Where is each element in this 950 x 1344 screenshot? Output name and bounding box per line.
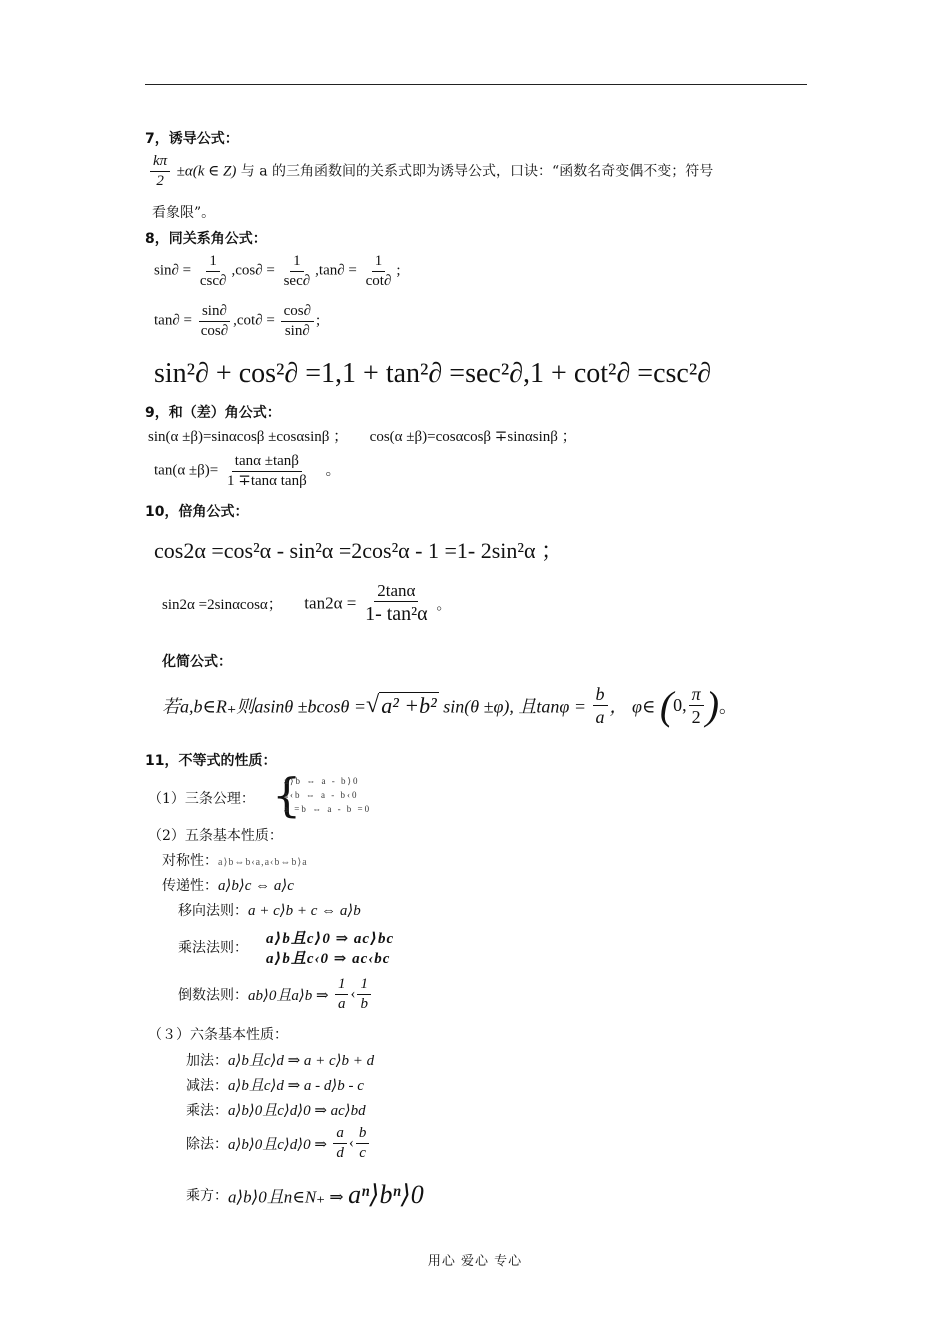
sec10-cos2-line: cos2α =cos²α - sin²α =2cos²α - 1 =1- 2sin²α ； — [154, 538, 564, 563]
axioms-brace: { — [272, 768, 302, 822]
simplify-range: ， φ∈ — [609, 696, 656, 717]
sec8-row-2 — [154, 302, 320, 341]
add-label: 加法： — [186, 1053, 228, 1069]
sec9-tan-line — [154, 452, 340, 491]
sec9-sin-sum: sin(α ±β)=sinαcosβ ±cosαsinβ ； — [148, 429, 349, 445]
sec8-r1-c-den: cot∂ — [365, 272, 392, 289]
sec9-tan-den: 1 ∓tanα tanβ — [227, 472, 307, 489]
sec8-r1-end: ; — [396, 262, 401, 279]
sec11-five-label: （2）五条基本性质： — [148, 828, 283, 844]
div-den-1: d — [336, 1144, 344, 1161]
symmetry-line — [162, 850, 308, 870]
sec10-sin-tan-line — [162, 580, 451, 627]
sub-line — [186, 1074, 364, 1095]
sec8-r1-a-den: csc∂ — [199, 272, 227, 289]
axiom-2: a‹b ⇔ a - b‹0 — [284, 790, 359, 800]
sec11-six-label: （３）六条基本性质： — [148, 1027, 288, 1043]
sec8-r2-a-num: sin∂ — [199, 302, 230, 322]
pow-right: aⁿ⟩bⁿ⟩0 — [348, 1180, 424, 1209]
simplify-left: 若a,b∈R₊则asinθ ±bcosθ = — [162, 696, 367, 717]
sec7-title: 7，诱导公式： — [145, 131, 239, 147]
pow-left: a⟩b⟩0且n∈N₊ ⇒ — [228, 1187, 344, 1207]
sec8-r1-b-den: sec∂ — [283, 272, 311, 289]
simplify-formula: 若a,b∈R₊则asinθ ±bcosθ =√a² +b² sin(θ ±φ), 且tanφ = $\frac{b}{a}$ ， φ∈ (0, $\frac{\pi}{2}$ )。 — [162, 683, 738, 728]
sec8-row-3: sin²∂ + cos²∂ =1,1 + tan²∂ =sec²∂,1 + cot²∂ =csc²∂ — [154, 358, 712, 389]
sec8-r1-a-left: sin∂ = — [154, 262, 192, 279]
simplify-sqrt: a² +b² — [381, 693, 437, 718]
sec7-text-1: 与 a 的三角函数间的关系式即为诱导公式，口诀：“函数名奇变偶不变；符号 — [240, 163, 714, 180]
sec11-axioms-label: （1）三条公理： — [148, 791, 255, 807]
sec8-r2-a-den: cos∂ — [200, 322, 229, 339]
simplify-end: 。 — [719, 696, 738, 717]
div-lt: ‹ — [348, 1134, 354, 1151]
shift-formula: a + c⟩b + c ⇔ a⟩b — [248, 903, 361, 919]
sec10-tan2-num: 2tanα — [374, 580, 418, 602]
simplify-interval-den: 2 — [691, 707, 701, 727]
div-left: a⟩b⟩0且c⟩d⟩0 ⇒ — [228, 1136, 327, 1153]
sub-label: 减法： — [186, 1078, 228, 1094]
symmetry-label: 对称性： — [162, 853, 218, 869]
simplify-frac-num: b — [593, 683, 608, 707]
sec9-sin-cos-line — [148, 425, 577, 446]
transitive-formula: a⟩b⟩c ⇔ a⟩c — [218, 878, 294, 894]
sec8-r1-b-num: 1 — [290, 252, 304, 272]
mul-line — [186, 1099, 366, 1120]
sec7-text-2: 看象限”。 — [152, 205, 216, 221]
div-label: 除法： — [186, 1136, 228, 1153]
sec8-r2-b-den: sin∂ — [284, 322, 310, 339]
sec8-r1-c-num: 1 — [372, 252, 386, 272]
simplify-frac-den: a — [595, 707, 605, 727]
sec10-tan2-end: 。 — [436, 597, 452, 614]
sec10-tan2-den: 1- tan²α — [365, 603, 428, 626]
sec7-frac-den: 2 — [156, 172, 164, 189]
sec7-fraction — [150, 152, 170, 191]
recip-lt: ‹ — [350, 985, 356, 1002]
sec7-after-frac: ±α(k ∈ Z) — [176, 163, 237, 180]
mult-label: 乘法法则： — [178, 940, 248, 956]
recip-label: 倒数法则： — [178, 987, 248, 1004]
simplify-interval-num: π — [689, 683, 704, 707]
div-den-2: c — [359, 1144, 366, 1161]
div-num-1: a — [333, 1124, 347, 1144]
pow-label: 乘方： — [186, 1188, 228, 1204]
simplify-mid: sin(θ ±φ), 且tanφ = — [443, 696, 587, 717]
sec8-r1-b-left: ,cos∂ = — [231, 262, 275, 279]
mult-rule-2: a⟩b且c‹0 ⇒ ac‹bc — [266, 951, 391, 967]
add-formula: a⟩b且c⟩d ⇒ a + c⟩b + d — [228, 1053, 375, 1069]
transitive-line — [162, 875, 294, 895]
simplify-interval-left: 0, — [673, 695, 687, 715]
recip-den-1: a — [337, 995, 346, 1012]
sec8-r2-a-left: tan∂ = — [154, 312, 192, 329]
sec9-tan-left: tan(α ±β)= — [154, 462, 219, 479]
sec10-tan2-left: tan2α = — [304, 593, 357, 613]
sec7-frac-num: kπ — [150, 152, 170, 172]
mul-label: 乘法： — [186, 1103, 228, 1119]
recip-den-2: b — [360, 995, 368, 1012]
sec9-cos-sum: cos(α ±β)=cosαcosβ ∓sinαsinβ ； — [369, 429, 577, 445]
recip-line — [178, 975, 373, 1014]
header-rule — [145, 84, 807, 85]
sec7-formula-line — [148, 152, 713, 191]
symmetry-formula: a⟩b⇔b‹a,a‹b⇔b⟩a — [218, 857, 308, 868]
sec8-r2-b-left: ,cot∂ = — [233, 312, 275, 329]
page-footer: 用心 爱心 专心 — [427, 1254, 523, 1269]
sec8-row-1 — [154, 252, 401, 291]
sec10-sin2: sin2α =2sinαcosα； — [162, 597, 283, 614]
sec11-title: 11，不等式的性质： — [145, 753, 277, 769]
recip-num-1: 1 — [335, 975, 349, 995]
recip-num-2: 1 — [357, 975, 371, 995]
sec8-r1-c-left: ,tan∂ = — [315, 262, 357, 279]
mult-rule-1: a⟩b且c⟩0 ⇒ ac⟩bc — [266, 931, 395, 947]
sec9-tan-num: tanα ±tanβ — [232, 452, 302, 472]
transitive-label: 传递性： — [162, 878, 218, 894]
sec9-title: 9，和（差）角公式： — [145, 405, 281, 421]
recip-left: ab⟩0且a⟩b ⇒ — [248, 987, 329, 1004]
mul-formula: a⟩b⟩0且c⟩d⟩0 ⇒ ac⟩bd — [228, 1103, 366, 1119]
sec8-r2-end: ; — [316, 312, 321, 329]
div-num-2: b — [356, 1124, 370, 1144]
simplify-title: 化简公式： — [162, 654, 232, 670]
sec9-tan-end: 。 — [325, 462, 341, 479]
sec8-r2-b-num: cos∂ — [281, 302, 314, 322]
shift-label: 移向法则： — [178, 903, 248, 919]
pow-line — [186, 1180, 424, 1210]
axiom-1: a⟩b ⇔ a - b⟩0 — [284, 776, 360, 786]
sec8-title: 8，同关系角公式： — [145, 231, 267, 247]
sec10-title: 10，倍角公式： — [145, 504, 249, 520]
sec8-r1-a-num: 1 — [206, 252, 220, 272]
axiom-3: a =b ⇔ a - b =0 — [284, 804, 372, 814]
sub-formula: a⟩b且c⟩d ⇒ a - d⟩b - c — [228, 1078, 364, 1094]
add-line — [186, 1049, 374, 1070]
div-line — [186, 1124, 371, 1163]
shift-line — [178, 900, 361, 920]
